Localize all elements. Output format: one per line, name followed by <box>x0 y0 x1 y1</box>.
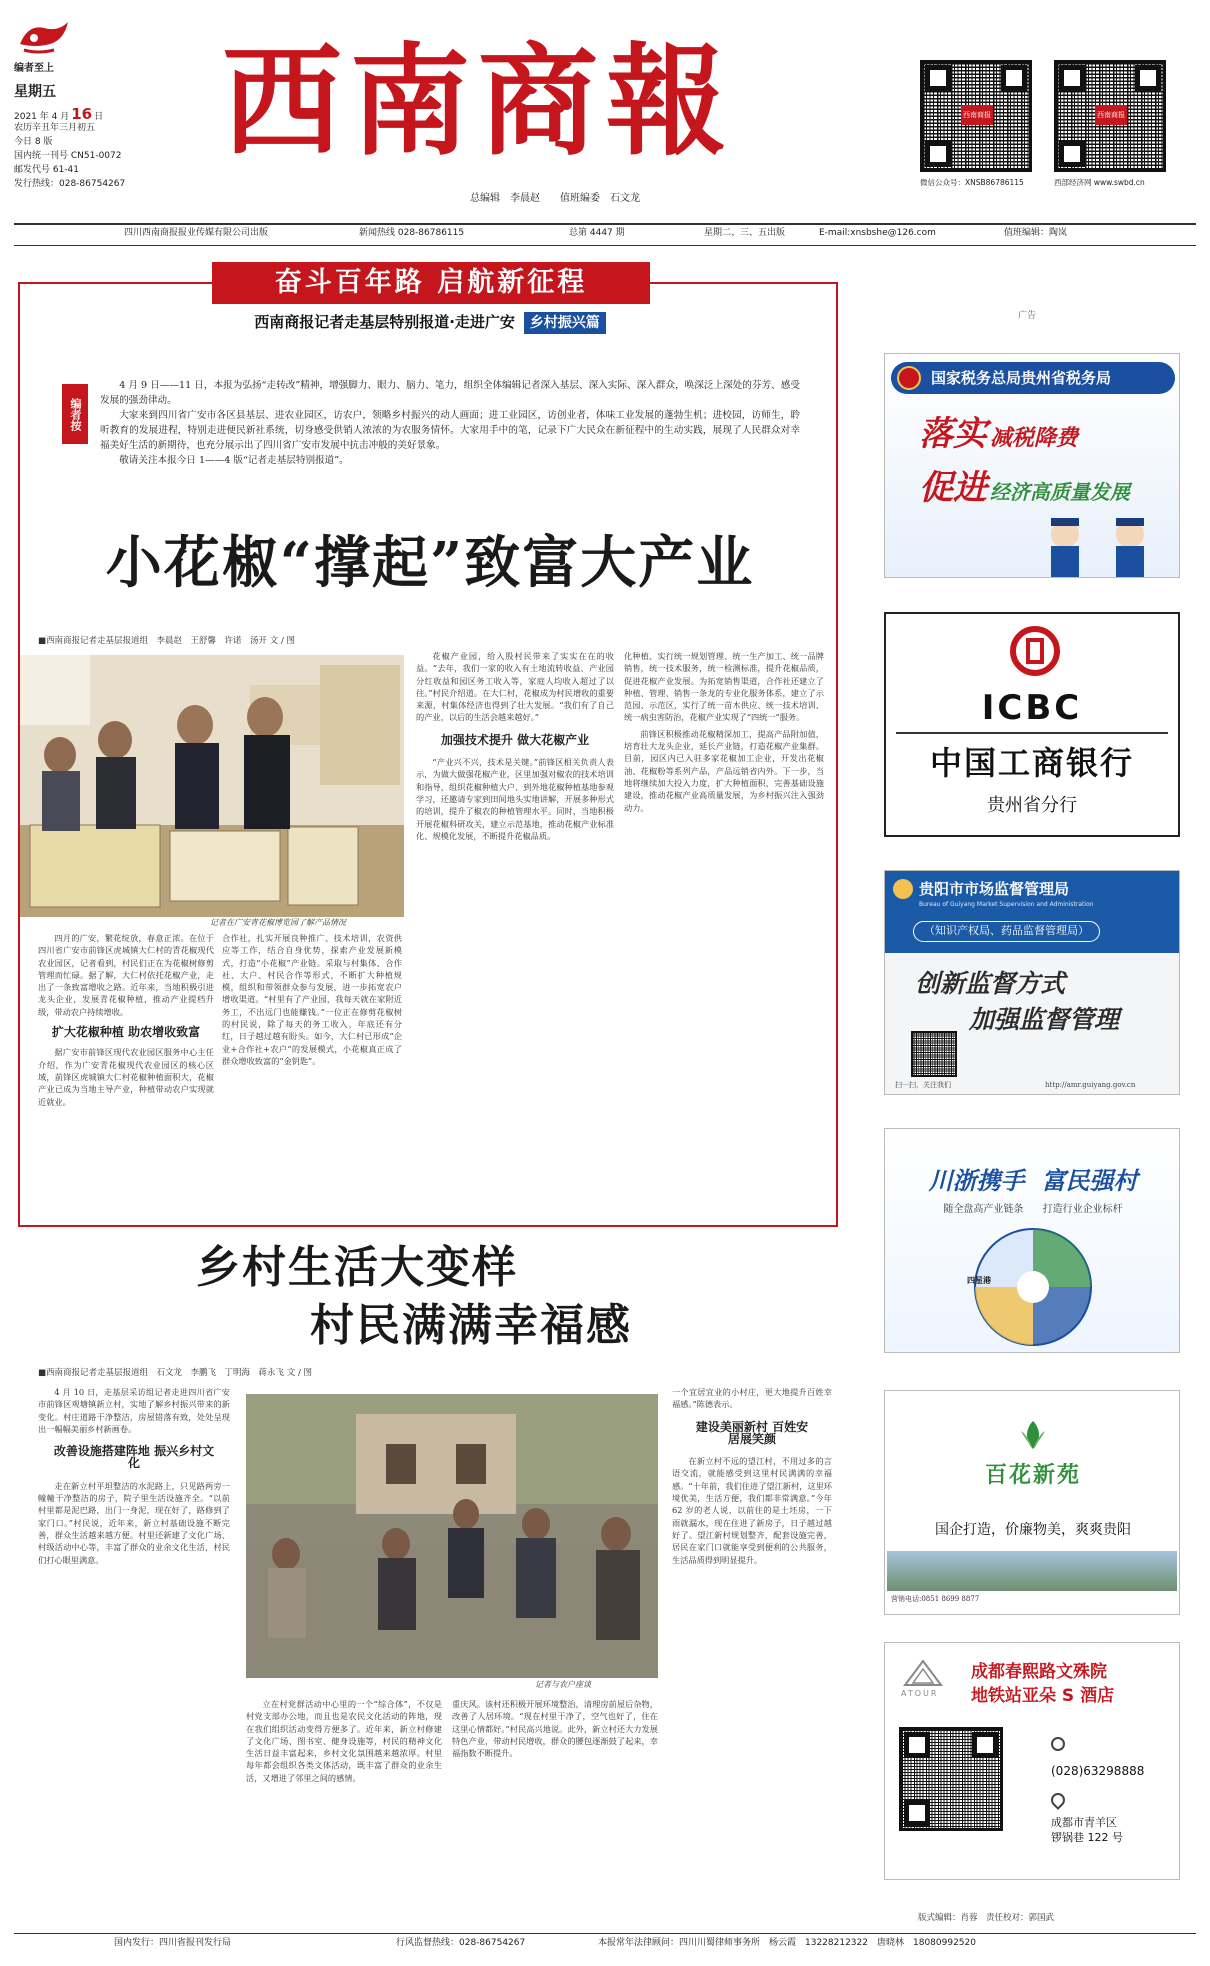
tax-ad-line1 <box>919 412 1078 458</box>
date-day: 16 <box>71 105 93 123</box>
cz-title-a: 川浙携手 <box>928 1166 1025 1195</box>
logo-emblem-icon <box>14 14 74 62</box>
article1-photo-caption: 记者在广安青花椒博览园了解产品情况 <box>210 918 346 927</box>
newspaper-logo <box>14 14 74 62</box>
tax-bureau-ad[interactable] <box>884 353 1180 578</box>
bh-photo <box>887 1551 1177 1591</box>
footer-legal: 本报常年法律顾问：四川川蜀律师事务所 杨云霞 13228212322 唐晓林 18080992520 <box>598 1938 976 1948</box>
infobar-email: E-mail:xnsbshe@126.com <box>819 228 936 238</box>
editor-in-chief: 总编辑 李晨赵 值班编委 石文龙 <box>470 193 640 204</box>
chuan-zhe-ad[interactable] <box>884 1128 1180 1353</box>
article1-col-d <box>624 650 824 1165</box>
article1-col-d2-text: 前锋区积极推动花椒精深加工，提高产品附加值，培育壮大龙头企业，延长产业链，打造花椒产业集群。目前，园区内已入驻多家花椒加工企业，开发出花椒油、花椒粉等系列产品，产品远销省内外。下一步，当地将继续加大投入力度，扩大种植面积，完善基础设施建设，推动花椒产业高质量发展，为乡村振兴注入强劲动力。 <box>624 728 824 813</box>
footer-rule <box>14 1933 1196 1934</box>
cz-title <box>885 1165 1180 1197</box>
icbc-branch: 贵州省分行 <box>987 795 1077 816</box>
atour-address: 成都市青羊区 锣锅巷 122 号 <box>1051 1816 1123 1845</box>
page-count: 今日 8 版 <box>14 137 53 147</box>
icbc-en: ICBC <box>981 688 1083 728</box>
tax-ad-line2 <box>919 466 1130 512</box>
article2-col-a-text: 4 月 10 日，走基层采访组记者走进四川省广安市前锋区观塘镇新立村，实地了解乡村振兴带来的新变化。村庄道路干净整洁，房屋错落有致，处处呈现出一幅幅美丽乡村新画卷。 <box>38 1387 230 1434</box>
article2-col-c-text: 重庆风。该村还积极开展环境整治，清理房前屋后杂物，改善了人居环境。“现在村里干净了，空气也好了，住在这里心情都好。”村民高兴地说。此外，新立村还大力发展特色产业，带动村民增收，群众的腰包逐渐鼓了起来，幸福指数不断提升。 <box>452 1699 658 1759</box>
market-title: 贵阳市市场监督管理局 <box>919 880 1070 898</box>
market-url: http://amr.guiyang.gov.cn <box>1045 1081 1136 1089</box>
market-qr-code <box>911 1031 957 1077</box>
article2-col-d2-text: 在新立村不远的望江村，不用过多的言语交流，就能感受到这里村民满满的幸福感。“十年前，我们住进了望江新村，这里环境优美，生活方便，我们都非常满意。”今年 62 岁的老人说，以前住的是土坯房，一下雨就漏水，现在住进了新房子，日子越过越好了。望江新村规划整齐，配套设施完善，居民在家门口就能享受到便利的公共服务，生活品质得到明显提升。 <box>672 1456 832 1565</box>
editor-note-badge: 编者按 <box>62 384 88 444</box>
market-footer: 扫一扫，关注我们 <box>895 1081 951 1089</box>
cz-title-b: 富民强村 <box>1041 1166 1138 1195</box>
atour-title2: 地铁站亚朵 S 酒店 <box>971 1686 1115 1706</box>
website-qr-code <box>1054 60 1166 172</box>
infobar-publisher: 四川西南商报报业传媒有限公司出版 <box>124 228 269 238</box>
cz-sub <box>885 1203 1180 1217</box>
article1-title: 小花椒“撑起”致富大产业 <box>105 530 755 596</box>
editor-note <box>100 378 800 468</box>
icbc-cn: 中国工商银行 <box>929 744 1134 782</box>
bh-name: 百花新苑 <box>984 1462 1081 1488</box>
post-code: 邮发代号 61-41 <box>14 165 80 175</box>
market-ad-header <box>885 871 1180 953</box>
market-sub: （知识产权局、药品监督管理局） <box>913 921 1100 942</box>
website-caption: 西部经济网 www.swbd.cn <box>1054 178 1145 187</box>
bh-slogan: 国企打造，价廉物美，爽爽贵阳 <box>935 1522 1131 1538</box>
article2-title-line2: 村民满满幸福感 <box>310 1300 632 1351</box>
atour-qr-code <box>899 1727 1003 1831</box>
article2-photo-image <box>246 1394 658 1678</box>
cz-sub-b: 打造行业企业标杆 <box>1042 1204 1123 1215</box>
tax-ad-title: 国家税务总局贵州省税务局 <box>931 369 1112 387</box>
cz-sub-a: 随全盘高产业链条 <box>943 1204 1024 1215</box>
icbc-ad[interactable] <box>884 612 1180 837</box>
ad-label: 广告 <box>1018 311 1037 321</box>
article1-byline: ■西南商报记者走基层报道组 李晨赵 王舒馨 许诺 汤开 文 / 图 <box>38 636 296 646</box>
article2-col-a2-text: 走在新立村平坦整洁的水泥路上，只见路两旁一幢幢干净整洁的房子，院子里生活设施齐全。“以前村里都是泥巴路，出门一身泥，现在好了，路修到了家门口。”村民说，近年来，新立村基础设施不断完善，群众生活越来越方便。村里还新建了文化广场、村级活动中心等，丰富了群众的业余文化生活，村民们打心眼里满意。 <box>38 1480 230 1565</box>
footer-bar <box>14 1937 1196 1953</box>
masthead: 西南商報 <box>222 31 734 172</box>
article2-byline: ■西南商报记者走基层报道组 石文龙 李鹏飞 丁明海 蒋永飞 文 / 图 <box>38 1368 313 1378</box>
atour-logo-icon <box>903 1659 943 1687</box>
article2-col-b-text: 立在村党群活动中心里的一个“综合体”，不仅是村党支部办公地，而且也是农民文化活动的阵地，现在我们组织活动变得方便多了。近年来，新立村修建了文化广场、图书室、健身设施等，村民的精神文化生活日益丰富起来，乡村文化氛围越来越浓厚。村里每年都会组织各类文体活动，既丰富了群众的业余生活，又增进了邻里之间的感情。 <box>246 1699 442 1783</box>
editor-note-p3: 敬请关注本报今日 1——4 版“记者走基层特别报道”。 <box>119 455 349 466</box>
cz-circle-diagram <box>945 1225 1121 1349</box>
layout-editor: 版式编辑：肖蓉 责任校对：郭国武 <box>918 1913 1055 1923</box>
article1-col-c2-text: “产业兴不兴，技术是关键。”前锋区相关负责人表示，为做大做强花椒产业，区里加强对椒农的技术培训和指导，组织花椒种植大户、到外地花椒种植基地参观学习，还邀请专家到田间地头实地讲解，开展多种形式的培训，提升了椒农的种植管理水平。同时，当地积极开展花椒科研攻关，建立示范基地，推动花椒产业标准化、规模化发展，不断提升花椒品质。 <box>416 757 614 841</box>
atour-phone-icon <box>1051 1737 1065 1751</box>
atour-location-icon <box>1048 1790 1068 1810</box>
tax-line1-a: 落实 <box>919 414 987 454</box>
market-slogan2: 加强监督管理 <box>969 1005 1120 1034</box>
article2-col-d-text: 一个宜居宜业的小村庄，更大地提升百姓幸福感。”陈德表示。 <box>672 1387 832 1410</box>
article1-subhead-a: 扩大花椒种植 助农增收致富 <box>51 1025 201 1040</box>
infobar-news-hotline: 新闻热线 028-86786115 <box>359 228 465 238</box>
qr1-badge: 西南商报 <box>961 105 993 125</box>
article2-photo-caption: 记者与农户座谈 <box>535 1680 591 1689</box>
logo-slogan: 编者至上 <box>14 63 54 74</box>
infobar-days: 星期二、三、五出版 <box>704 228 786 238</box>
lunar-date: 农历辛丑年三月初五 <box>14 123 96 133</box>
article1-col-b-text: 合作社，扎实开展良种推广、技术培训，农资供应等工作，结合自身优势，探索产业发展新模式，打造“小花椒”产业链。采取与村集体、合作社、大户、村民合作等形式，不断扩大种植规模，组织和带领群众参与发展，进一步拓宽农户增收渠道。“村里有了产业园，我每天就在家附近务工，不出远门也能赚钱。”一位正在修剪花椒树的村民说，除了每天的务工收入，年底还有分红，日子越过越有盼头。如今，大仁村已形成“企业+合作社+农户”的发展模式，小花椒真正成了群众增收致富的“金钥匙”。 <box>222 933 402 1066</box>
article1-col-a-text: 四月的广安，繁花绽放，春意正浓。在位于四川省广安市前锋区虎城镇大仁村的青花椒现代农业园区，记者看到，村民们正在为花椒树修剪管理而忙碌。据了解，大仁村依托花椒产业，走出了一条致富增收之路。近年来，当地积极引进龙头企业，发展青花椒种植，推动产业提档升级，带动农户持续增收。 <box>38 933 214 1017</box>
article1-col-a2-text: 据广安市前锋区现代农业园区服务中心主任介绍，作为广安青花椒现代农业园区的核心区域，前锋区虎城镇大仁村花椒种植面积大，花椒产业已成为当地主导产业，种植带动农户实现就近就业。 <box>38 1047 214 1107</box>
tax-line2-a: 促进 <box>919 468 987 508</box>
article2-subhead-a: 改善设施搭建阵地 振兴乡村文化 <box>53 1444 215 1471</box>
baihua-ad[interactable] <box>884 1390 1180 1615</box>
weekday: 星期五 <box>14 84 56 100</box>
banner-subtitle-row <box>200 312 660 334</box>
bh-footer: 营销电话:0851 8699 8877 <box>891 1595 980 1603</box>
article2-col-b <box>246 1698 442 1926</box>
bh-logo-icon <box>1015 1417 1051 1453</box>
infobar-duty-editor: 值班编辑：陶岚 <box>1004 228 1068 238</box>
article1-subhead-c: 加强技术提升 做大花椒产业 <box>440 732 590 747</box>
infobar-bottom-rule <box>14 245 1196 246</box>
article2-col-a <box>38 1386 230 1926</box>
article1-col-c <box>416 650 614 1165</box>
banner-subtitle: 西南商报记者走基层特别报道·走进广安 <box>254 313 515 331</box>
date-suffix: 日 <box>94 112 104 122</box>
banner-title: 奋斗百年路 启航新征程 <box>212 262 650 304</box>
article1-col-a <box>38 932 214 1162</box>
atour-hotel-ad[interactable] <box>884 1642 1180 1880</box>
tax-ad-header <box>891 362 1175 394</box>
article1-photo <box>20 655 404 917</box>
infobar-issue: 总第 4447 期 <box>569 228 625 238</box>
article2-col-d <box>672 1386 832 1926</box>
article2-col-c <box>452 1698 658 1926</box>
footer-ad-hotline: 行风监督热线：028-86754267 <box>396 1938 526 1948</box>
market-slogan1: 创新监督方式 <box>915 969 1066 998</box>
article1-col-d-text: 化种植、实行统一规划管理、统一生产加工、统一品牌销售，统一技术服务，统一检测标准，提升花椒品质，促进花椒产业发展。为拓宽销售渠道，合作社还建立了种植、管理、销售一条龙的专业化服务体系，建立了示范园、示范区，实行了统一苗木供应、统一技术培训、统一病虫害防治，花椒产业实现了“四统一”服务。 <box>624 651 824 723</box>
footer-distribution: 国内发行：四川省报刊发行局 <box>114 1938 232 1948</box>
tax-line1-b: 减税降费 <box>989 425 1078 451</box>
editor-note-p1: 4 月 9 日——11 日，本报为弘扬“走转改”精神，增强脚力、眼力、脑力、笔力，组织全体编辑记者深入基层、深入实际、深入群众，唤深泛上深处的芬芳、感受发展的强劲律动。 <box>100 380 800 406</box>
tax-mascots-icon <box>1025 514 1175 578</box>
icbc-divider <box>896 732 1168 734</box>
article2-subhead-d: 建设美丽新村 百姓安居展笑颜 <box>695 1419 809 1446</box>
atour-brand: ATOUR <box>901 1689 939 1698</box>
cz-circle-label: 四星港 <box>967 1275 991 1285</box>
article2-photo <box>246 1394 658 1678</box>
infobar <box>14 227 1196 243</box>
icbc-logo-icon <box>1010 626 1060 676</box>
distribution-hotline: 发行热线：028-86754267 <box>14 179 126 189</box>
article1-photo-image <box>20 655 404 917</box>
qr2-badge: 西南商报 <box>1095 105 1127 125</box>
wechat-qr-code <box>920 60 1032 172</box>
cn-number: 国内统一刊号 CN51-0072 <box>14 151 122 161</box>
market-bureau-ad[interactable] <box>884 870 1180 1095</box>
tax-line2-b: 经济高质量发展 <box>989 480 1130 504</box>
market-en: Bureau of Guiyang Market Supervision and Administration <box>919 901 1094 908</box>
atour-title1: 成都春熙路文殊院 <box>971 1662 1107 1682</box>
date-prefix: 2021 年 4 月 <box>14 112 70 122</box>
editor-note-p2: 大家来到四川省广安市各区县基层、进农业园区，访农户，领略乡村振兴的动人画面；进工业园区，访创业者，体味工业发展的蓬勃生机；进校园，访师生，聆听教育的发展进程，特别走进便民新社系统，切身感受供销人浓浓的为农服务情怀。大家用手中的笔，记录下广大民众在新征程中的生动实践，展现了人民群众对幸福美好生活的新期待，也充分展示出了四川省广安市发展中抗击冲般的美好景象。 <box>100 410 800 451</box>
market-emblem-icon <box>893 879 913 899</box>
banner-tag: 乡村振兴篇 <box>524 312 606 334</box>
wechat-caption: 微信公众号：XNSB86786115 <box>920 178 1024 187</box>
atour-phone: (028)63298888 <box>1051 1764 1145 1778</box>
article2-title-line1: 乡村生活大变样 <box>196 1242 518 1293</box>
infobar-top-rule <box>14 223 1196 225</box>
article1-col-c-text: 花椒产业园，给入股村民带来了实实在在的收益。“去年，我们一家的收入有土地流转收益、产业园分红收益和园区务工收入等，家庭人均收入超过了以往。”村民介绍道。在大仁村，花椒成为村民增收的重要来源，村集体经济也得到了壮大发展。“我们有了自己的产业，以后的生活会越来越好。” <box>416 651 614 723</box>
article1-col-b <box>222 932 402 1162</box>
tax-emblem-icon <box>897 366 921 390</box>
